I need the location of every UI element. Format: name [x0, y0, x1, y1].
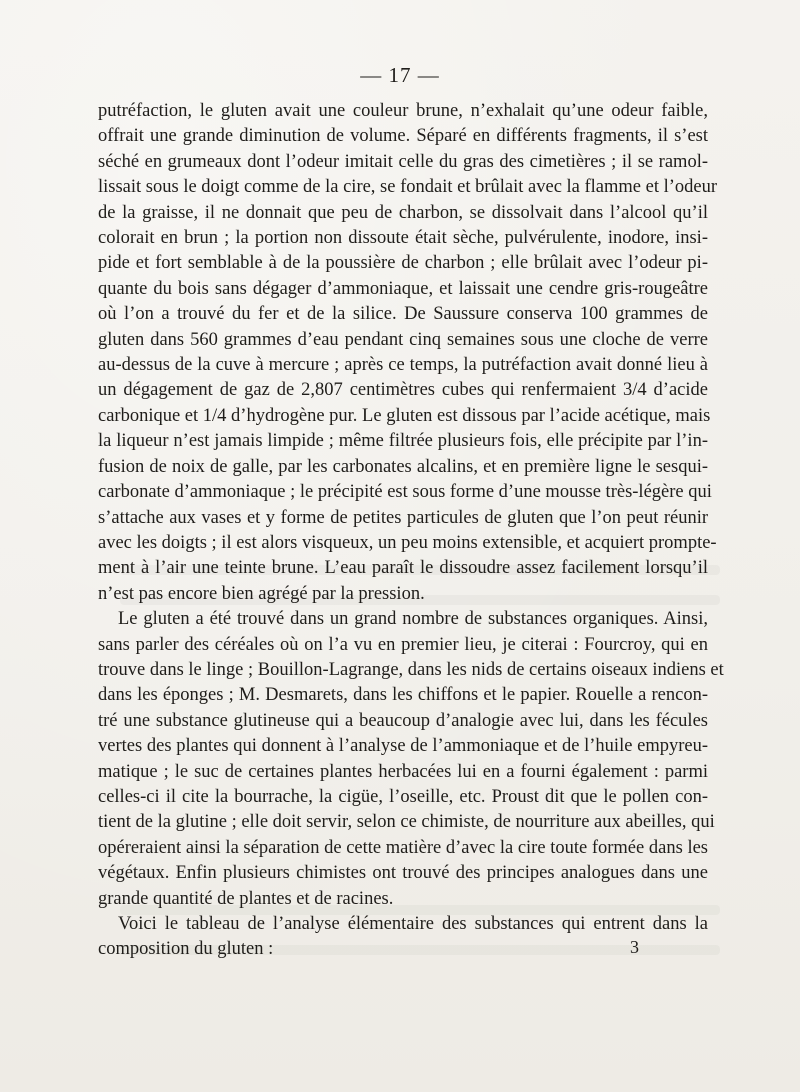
text-line: celles-ci il cite la bourrache, la cigüe, l’oseille, etc. Proust dit que le pollen con- [98, 786, 708, 807]
text-line: où l’on a trouvé du fer et de la silice. De Saussure conserva 100 grammes de [98, 304, 708, 325]
text-line: tient de la glutine ; elle doit servir, selon ce chimiste, de nourriture aux abeilles, qui [98, 812, 715, 833]
text-line: sans parler des céréales où on l’a vu en premier lieu, je citerai : Fourcroy, qui en [98, 634, 708, 655]
paragraph-end-line: composition du gluten : [98, 939, 274, 960]
text-line: de la graisse, il ne donnait que peu de charbon, se dissolvait dans l’alcool qu’il [98, 202, 708, 223]
text-line: tré une substance glutineuse qui a beaucoup d’analogie avec lui, dans les fécules [98, 710, 708, 731]
body-text [98, 99, 724, 963]
paragraph-start-line: Le gluten a été trouvé dans un grand nombre de substances organiques. Ainsi, [118, 609, 708, 630]
text-line: opéreraient ainsi la séparation de cette matière d’avec la cire toute formée dans les [98, 837, 708, 858]
text-line: putréfaction, le gluten avait une couleur brune, n’exhalait qu’une odeur faible, [98, 101, 708, 121]
text-line: quante du bois sans dégager d’ammoniaque, et laissait une cendre gris-rougeâtre [98, 278, 708, 299]
text-line: offrait une grande diminution de volume. Séparé en différents fragments, il s’est [98, 126, 708, 147]
text-line: s’attache aux vases et y forme de petites particules de gluten que l’on peut réunir [98, 507, 708, 528]
text-line: lissait sous le doigt comme de la cire, se fondait et brûlait avec la flamme et l’odeur [98, 177, 718, 198]
text-line: gluten dans 560 grammes d’eau pendant cinq semaines sous une cloche de verre [98, 329, 708, 350]
text-line: au-dessus de la cuve à mercure ; après ce temps, la putréfaction avait donné lieu à [98, 355, 708, 376]
text-line: matique ; le suc de certaines plantes herbacées lui en a fourni également : parmi [98, 761, 708, 782]
text-line: carbonate d’ammoniaque ; le précipité est sous forme d’une mousse très-légère qui [98, 482, 712, 503]
text-line: pide et fort semblable à de la poussière de charbon ; elle brûlait avec l’odeur pi- [98, 253, 708, 274]
text-line: trouve dans le linge ; Bouillon-Lagrange, dans les nids de certains oiseaux indiens et [98, 659, 724, 680]
paragraph-end-line: grande quantité de plantes et de racines. [98, 888, 394, 909]
text-line: dans les éponges ; M. Desmarets, dans les chiffons et le papier. Rouelle a rencon- [98, 685, 708, 706]
paragraph-end-line: n’est pas encore bien agrégé par la pression. [98, 583, 425, 604]
paragraph-start-line: Voici le tableau de l’analyse élémentaire des substances qui entrent dans la [118, 914, 708, 934]
text-line: la liqueur n’est jamais limpide ; même filtrée plusieurs fois, elle précipite par l’in- [98, 431, 708, 452]
text-line: vertes des plantes qui donnent à l’analyse de l’ammoniaque et de l’huile empyreu- [98, 736, 708, 757]
text-line: avec les doigts ; il est alors visqueux, un peu moins extensible, et acquiert prompte- [98, 532, 717, 553]
page-number: — 17 — [360, 63, 440, 87]
text-line: fusion de noix de galle, par les carbonates alcalins, et en première ligne le sesqui- [98, 456, 708, 477]
text-line: séché en grumeaux dont l’odeur imitait celle du gras des cimetières ; il se ramol- [98, 151, 708, 172]
text-line: carbonique et 1/4 d’hydrogène pur. Le gluten est dissous par l’acide acétique, mais [98, 405, 711, 426]
text-line: un dégagement de gaz de 2,807 centimètres cubes qui renfermaient 3/4 d’acide [98, 380, 708, 401]
text-line: ment à l’air une teinte brune. L’eau paraît le dissoudre assez facilement lorsqu’il [98, 558, 708, 579]
text-line: colorait en brun ; la portion non dissoute était sèche, pulvérulente, inodore, insi- [98, 228, 708, 249]
text-line: végétaux. Enfin plusieurs chimistes ont trouvé des principes analogues dans une [98, 863, 708, 884]
signature-mark: 3 [630, 937, 639, 957]
